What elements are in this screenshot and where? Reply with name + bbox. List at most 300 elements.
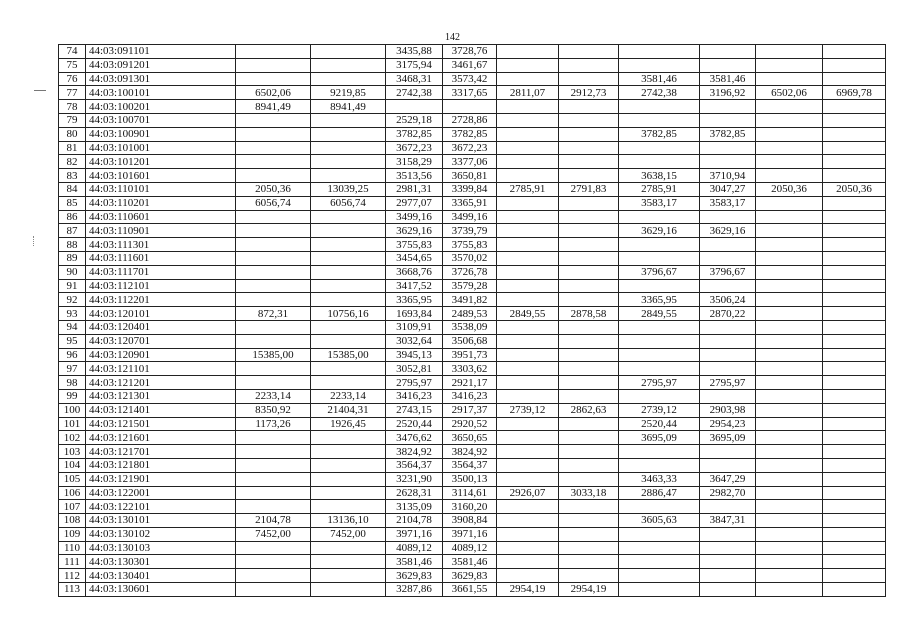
value-5-cell	[497, 514, 559, 528]
value-7-cell: 2742,38	[619, 86, 700, 100]
row-index-cell: 103	[59, 445, 86, 459]
cadastral-code-cell: 44:03:110601	[86, 210, 236, 224]
value-8-cell: 3047,27	[700, 182, 756, 196]
table-row	[59, 196, 886, 210]
value-6-cell: 3033,18	[559, 486, 619, 500]
value-8-cell	[700, 113, 756, 127]
value-7-cell	[619, 334, 700, 348]
value-4-cell: 3739,79	[443, 224, 497, 238]
value-10-cell: 6969,78	[823, 86, 886, 100]
value-8-cell	[700, 45, 756, 59]
cadastral-code-cell: 44:03:121601	[86, 431, 236, 445]
value-9-cell	[756, 431, 823, 445]
cadastral-code-cell: 44:03:121401	[86, 403, 236, 417]
value-3-cell: 2628,31	[386, 486, 443, 500]
value-6-cell	[559, 100, 619, 114]
value-1-cell	[236, 72, 311, 86]
value-4-cell: 3573,42	[443, 72, 497, 86]
value-3-cell: 3454,65	[386, 251, 443, 265]
table-row	[59, 307, 886, 321]
value-1-cell	[236, 445, 311, 459]
value-9-cell	[756, 100, 823, 114]
value-2-cell	[311, 224, 386, 238]
table-row	[59, 376, 886, 390]
table-row	[59, 500, 886, 514]
value-8-cell: 2982,70	[700, 486, 756, 500]
row-index-cell: 107	[59, 500, 86, 514]
value-1-cell: 872,31	[236, 307, 311, 321]
value-5-cell	[497, 293, 559, 307]
cadastral-code-cell: 44:03:111301	[86, 238, 236, 252]
value-3-cell: 3435,88	[386, 45, 443, 59]
value-5-cell	[497, 210, 559, 224]
value-9-cell	[756, 486, 823, 500]
cadastral-code-cell: 44:03:100701	[86, 113, 236, 127]
value-3-cell: 3287,86	[386, 583, 443, 597]
margin-dots	[33, 236, 40, 246]
value-5-cell	[497, 238, 559, 252]
value-1-cell	[236, 320, 311, 334]
value-2-cell	[311, 334, 386, 348]
value-6-cell	[559, 293, 619, 307]
value-5-cell	[497, 527, 559, 541]
value-9-cell	[756, 376, 823, 390]
value-1-cell	[236, 113, 311, 127]
row-index-cell: 109	[59, 527, 86, 541]
value-3-cell: 3231,90	[386, 472, 443, 486]
table-row	[59, 389, 886, 403]
value-1-cell	[236, 265, 311, 279]
value-4-cell: 3782,85	[443, 127, 497, 141]
value-5-cell	[497, 45, 559, 59]
value-3-cell: 3416,23	[386, 389, 443, 403]
data-table	[58, 44, 886, 597]
table-row	[59, 445, 886, 459]
value-7-cell	[619, 320, 700, 334]
value-8-cell	[700, 445, 756, 459]
value-10-cell	[823, 169, 886, 183]
value-9-cell	[756, 472, 823, 486]
value-3-cell	[386, 100, 443, 114]
cadastral-code-cell: 44:03:121201	[86, 376, 236, 390]
value-4-cell: 3500,13	[443, 472, 497, 486]
cadastral-code-cell: 44:03:110901	[86, 224, 236, 238]
value-4-cell: 3499,16	[443, 210, 497, 224]
value-9-cell	[756, 527, 823, 541]
value-2-cell	[311, 472, 386, 486]
value-8-cell	[700, 348, 756, 362]
value-5-cell	[497, 155, 559, 169]
value-2-cell	[311, 555, 386, 569]
value-2-cell: 2233,14	[311, 389, 386, 403]
row-index-cell: 75	[59, 58, 86, 72]
value-1-cell: 7452,00	[236, 527, 311, 541]
table-row	[59, 348, 886, 362]
value-10-cell	[823, 376, 886, 390]
value-1-cell	[236, 486, 311, 500]
value-2-cell	[311, 279, 386, 293]
cadastral-code-cell: 44:03:112101	[86, 279, 236, 293]
value-7-cell: 3605,63	[619, 514, 700, 528]
cadastral-code-cell: 44:03:110101	[86, 182, 236, 196]
value-10-cell	[823, 569, 886, 583]
value-1-cell: 15385,00	[236, 348, 311, 362]
value-5-cell	[497, 279, 559, 293]
value-4-cell: 2728,86	[443, 113, 497, 127]
value-10-cell	[823, 155, 886, 169]
row-index-cell: 108	[59, 514, 86, 528]
cadastral-code-cell: 44:03:091301	[86, 72, 236, 86]
value-4-cell: 3365,91	[443, 196, 497, 210]
value-6-cell	[559, 196, 619, 210]
value-7-cell	[619, 362, 700, 376]
cadastral-code-cell: 44:03:112201	[86, 293, 236, 307]
value-10-cell	[823, 45, 886, 59]
value-5-cell	[497, 320, 559, 334]
value-8-cell: 3581,46	[700, 72, 756, 86]
value-1-cell	[236, 376, 311, 390]
row-index-cell: 100	[59, 403, 86, 417]
table-row	[59, 541, 886, 555]
value-10-cell	[823, 251, 886, 265]
value-8-cell: 3710,94	[700, 169, 756, 183]
value-8-cell	[700, 58, 756, 72]
value-2-cell	[311, 141, 386, 155]
value-9-cell	[756, 307, 823, 321]
row-index-cell: 93	[59, 307, 86, 321]
value-3-cell: 3513,56	[386, 169, 443, 183]
cadastral-code-cell: 44:03:120701	[86, 334, 236, 348]
page-number: 142	[445, 32, 460, 43]
value-10-cell	[823, 445, 886, 459]
value-6-cell: 2954,19	[559, 583, 619, 597]
value-2-cell	[311, 362, 386, 376]
cadastral-code-cell: 44:03:122101	[86, 500, 236, 514]
cadastral-code-cell: 44:03:120901	[86, 348, 236, 362]
value-8-cell: 3847,31	[700, 514, 756, 528]
value-8-cell	[700, 155, 756, 169]
row-index-cell: 94	[59, 320, 86, 334]
value-8-cell	[700, 389, 756, 403]
value-1-cell	[236, 569, 311, 583]
value-7-cell	[619, 458, 700, 472]
value-3-cell: 1693,84	[386, 307, 443, 321]
value-7-cell	[619, 58, 700, 72]
table-row	[59, 58, 886, 72]
value-4-cell: 3538,09	[443, 320, 497, 334]
row-index-cell: 95	[59, 334, 86, 348]
value-9-cell	[756, 127, 823, 141]
value-10-cell	[823, 113, 886, 127]
cadastral-code-cell: 44:03:121801	[86, 458, 236, 472]
value-10-cell	[823, 320, 886, 334]
value-5-cell	[497, 445, 559, 459]
value-5-cell	[497, 389, 559, 403]
value-4-cell: 3303,62	[443, 362, 497, 376]
value-3-cell: 3468,31	[386, 72, 443, 86]
value-3-cell: 2104,78	[386, 514, 443, 528]
value-6-cell	[559, 58, 619, 72]
value-4-cell: 3570,02	[443, 251, 497, 265]
value-10-cell	[823, 431, 886, 445]
value-2-cell: 13136,10	[311, 514, 386, 528]
value-5-cell	[497, 472, 559, 486]
value-5-cell	[497, 113, 559, 127]
row-index-cell: 111	[59, 555, 86, 569]
value-2-cell: 21404,31	[311, 403, 386, 417]
table-row	[59, 251, 886, 265]
value-8-cell: 3506,24	[700, 293, 756, 307]
value-1-cell	[236, 293, 311, 307]
value-3-cell: 3499,16	[386, 210, 443, 224]
row-index-cell: 110	[59, 541, 86, 555]
value-3-cell: 3032,64	[386, 334, 443, 348]
value-7-cell	[619, 527, 700, 541]
value-4-cell: 2489,53	[443, 307, 497, 321]
row-index-cell: 104	[59, 458, 86, 472]
table-row	[59, 45, 886, 59]
value-9-cell	[756, 155, 823, 169]
row-index-cell: 74	[59, 45, 86, 59]
value-10-cell	[823, 417, 886, 431]
value-6-cell	[559, 376, 619, 390]
value-10-cell	[823, 514, 886, 528]
cadastral-code-cell: 44:03:101601	[86, 169, 236, 183]
value-10-cell	[823, 293, 886, 307]
value-9-cell	[756, 541, 823, 555]
cadastral-code-cell: 44:03:130301	[86, 555, 236, 569]
value-8-cell	[700, 251, 756, 265]
row-index-cell: 77	[59, 86, 86, 100]
row-index-cell: 98	[59, 376, 86, 390]
value-2-cell	[311, 583, 386, 597]
value-1-cell	[236, 583, 311, 597]
row-index-cell: 102	[59, 431, 86, 445]
value-3-cell: 3158,29	[386, 155, 443, 169]
value-9-cell	[756, 514, 823, 528]
value-8-cell	[700, 527, 756, 541]
value-9-cell	[756, 224, 823, 238]
value-6-cell	[559, 155, 619, 169]
table-row	[59, 486, 886, 500]
value-2-cell: 15385,00	[311, 348, 386, 362]
value-7-cell	[619, 445, 700, 459]
value-10-cell	[823, 583, 886, 597]
value-7-cell	[619, 279, 700, 293]
value-2-cell	[311, 251, 386, 265]
value-8-cell: 3196,92	[700, 86, 756, 100]
value-3-cell: 3755,83	[386, 238, 443, 252]
value-9-cell	[756, 169, 823, 183]
value-1-cell	[236, 458, 311, 472]
value-8-cell: 3796,67	[700, 265, 756, 279]
value-5-cell: 2739,12	[497, 403, 559, 417]
cadastral-code-cell: 44:03:100101	[86, 86, 236, 100]
value-10-cell	[823, 486, 886, 500]
value-1-cell	[236, 500, 311, 514]
value-4-cell: 3908,84	[443, 514, 497, 528]
value-6-cell: 2862,63	[559, 403, 619, 417]
value-6-cell: 2791,83	[559, 182, 619, 196]
value-1-cell: 8941,49	[236, 100, 311, 114]
value-4-cell: 3114,61	[443, 486, 497, 500]
table-row	[59, 141, 886, 155]
value-6-cell	[559, 362, 619, 376]
cadastral-code-cell: 44:03:101001	[86, 141, 236, 155]
value-3-cell: 3629,16	[386, 224, 443, 238]
value-9-cell	[756, 279, 823, 293]
value-3-cell: 2981,31	[386, 182, 443, 196]
value-5-cell: 2785,91	[497, 182, 559, 196]
table-row	[59, 169, 886, 183]
value-4-cell: 3755,83	[443, 238, 497, 252]
value-10-cell	[823, 72, 886, 86]
value-8-cell	[700, 141, 756, 155]
value-6-cell	[559, 238, 619, 252]
value-10-cell	[823, 265, 886, 279]
value-2-cell	[311, 445, 386, 459]
value-2-cell	[311, 320, 386, 334]
value-8-cell	[700, 279, 756, 293]
value-9-cell	[756, 72, 823, 86]
value-9-cell	[756, 500, 823, 514]
table-row	[59, 113, 886, 127]
value-9-cell	[756, 196, 823, 210]
value-3-cell: 3417,52	[386, 279, 443, 293]
value-6-cell	[559, 251, 619, 265]
value-5-cell	[497, 555, 559, 569]
value-8-cell: 2954,23	[700, 417, 756, 431]
table-row	[59, 583, 886, 597]
value-2-cell	[311, 155, 386, 169]
value-6-cell	[559, 417, 619, 431]
value-1-cell	[236, 127, 311, 141]
cadastral-code-cell: 44:03:121901	[86, 472, 236, 486]
value-7-cell: 2886,47	[619, 486, 700, 500]
value-4-cell: 3506,68	[443, 334, 497, 348]
value-6-cell	[559, 527, 619, 541]
value-10-cell	[823, 527, 886, 541]
cadastral-code-cell: 44:03:101201	[86, 155, 236, 169]
value-10-cell	[823, 127, 886, 141]
value-8-cell: 3629,16	[700, 224, 756, 238]
value-7-cell: 3796,67	[619, 265, 700, 279]
value-8-cell: 2870,22	[700, 307, 756, 321]
row-index-cell: 76	[59, 72, 86, 86]
value-5-cell	[497, 569, 559, 583]
value-8-cell	[700, 238, 756, 252]
cadastral-code-cell: 44:03:130601	[86, 583, 236, 597]
table-row	[59, 86, 886, 100]
value-6-cell	[559, 555, 619, 569]
value-7-cell: 2520,44	[619, 417, 700, 431]
value-2-cell: 7452,00	[311, 527, 386, 541]
value-6-cell	[559, 279, 619, 293]
value-6-cell	[559, 210, 619, 224]
value-10-cell	[823, 210, 886, 224]
value-2-cell	[311, 458, 386, 472]
value-7-cell: 2739,12	[619, 403, 700, 417]
value-9-cell	[756, 45, 823, 59]
cadastral-code-cell: 44:03:122001	[86, 486, 236, 500]
value-10-cell	[823, 541, 886, 555]
value-9-cell	[756, 251, 823, 265]
value-5-cell: 2811,07	[497, 86, 559, 100]
value-9-cell	[756, 320, 823, 334]
value-9-cell	[756, 403, 823, 417]
value-4-cell: 3672,23	[443, 141, 497, 155]
cadastral-code-cell: 44:03:121101	[86, 362, 236, 376]
value-4-cell: 3971,16	[443, 527, 497, 541]
value-6-cell	[559, 224, 619, 238]
value-10-cell	[823, 472, 886, 486]
value-2-cell: 8941,49	[311, 100, 386, 114]
value-10-cell	[823, 403, 886, 417]
value-4-cell: 3728,76	[443, 45, 497, 59]
value-7-cell: 3581,46	[619, 72, 700, 86]
value-3-cell: 3945,13	[386, 348, 443, 362]
table-row	[59, 417, 886, 431]
value-1-cell	[236, 251, 311, 265]
row-index-cell: 113	[59, 583, 86, 597]
value-4-cell: 3824,92	[443, 445, 497, 459]
value-10-cell	[823, 224, 886, 238]
value-10-cell	[823, 196, 886, 210]
value-8-cell	[700, 583, 756, 597]
value-7-cell	[619, 500, 700, 514]
value-1-cell: 1173,26	[236, 417, 311, 431]
value-4-cell	[443, 100, 497, 114]
value-1-cell	[236, 58, 311, 72]
value-8-cell	[700, 320, 756, 334]
row-index-cell: 87	[59, 224, 86, 238]
table-row	[59, 431, 886, 445]
value-8-cell	[700, 458, 756, 472]
cadastral-code-cell: 44:03:121701	[86, 445, 236, 459]
value-5-cell	[497, 417, 559, 431]
value-4-cell: 3491,82	[443, 293, 497, 307]
value-7-cell	[619, 555, 700, 569]
value-9-cell	[756, 583, 823, 597]
table-row	[59, 514, 886, 528]
value-6-cell	[559, 141, 619, 155]
value-5-cell	[497, 431, 559, 445]
value-6-cell: 2878,58	[559, 307, 619, 321]
value-3-cell: 2529,18	[386, 113, 443, 127]
value-8-cell	[700, 362, 756, 376]
table-row	[59, 210, 886, 224]
value-7-cell	[619, 348, 700, 362]
value-4-cell: 3650,81	[443, 169, 497, 183]
value-2-cell	[311, 169, 386, 183]
value-10-cell	[823, 279, 886, 293]
value-5-cell	[497, 72, 559, 86]
value-2-cell	[311, 376, 386, 390]
value-10-cell	[823, 348, 886, 362]
value-4-cell: 3951,73	[443, 348, 497, 362]
value-3-cell: 3175,94	[386, 58, 443, 72]
value-10-cell: 2050,36	[823, 182, 886, 196]
value-3-cell: 3629,83	[386, 569, 443, 583]
value-9-cell: 6502,06	[756, 86, 823, 100]
value-5-cell	[497, 348, 559, 362]
value-5-cell	[497, 334, 559, 348]
value-8-cell: 2903,98	[700, 403, 756, 417]
value-10-cell	[823, 58, 886, 72]
row-index-cell: 88	[59, 238, 86, 252]
value-3-cell: 3824,92	[386, 445, 443, 459]
value-1-cell	[236, 334, 311, 348]
